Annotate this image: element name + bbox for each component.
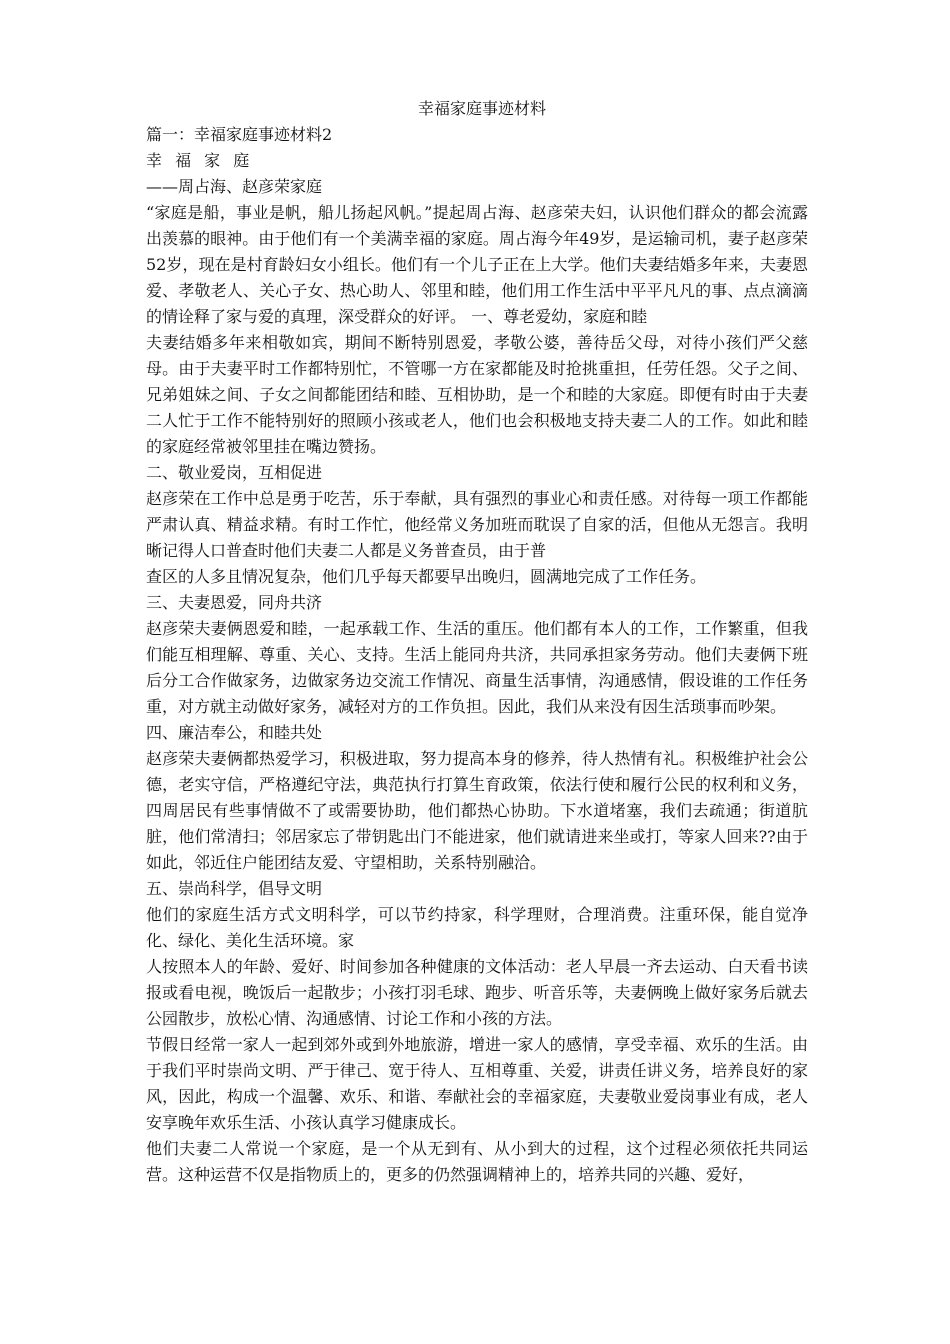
family-byline: ——周占海、赵彦荣家庭 bbox=[146, 177, 323, 196]
document-page bbox=[146, 96, 808, 1188]
paragraph-1: 夫妻结婚多年来相敬如宾，期间不断特别恩爱，孝敬公婆，善待岳父母，对待小孩们严父慈母。由于夫妻平时工作都特别忙，不管哪一方在家都能及时抢挑重担，任劳任怨。父子之间、兄弟姐妹之间、子女之间都能团结和睦、互相协助，是一个和睦的大家庭。即便有时由于夫妻二人忙于工作不能特别好的照顾小孩或老人，他们也会积极地支持夫妻二人的工作。如此和睦的家庭经常被邻里挂在嘴边赞扬。 bbox=[146, 333, 808, 456]
paragraph-7: 他们夫妻二人常说一个家庭，是一个从无到有、从小到大的过程，这个过程必须依托共同运营。这种运营不仅是指物质上的，更多的仍然强调精神上的，培养共同的兴趣、爱好， bbox=[146, 1139, 808, 1184]
paragraph-6: 节假日经常一家人一起到郊外或到外地旅游，增进一家人的感情，享受幸福、欢乐的生活。由于我们平时崇尚文明、严于律己、宽于待人、互相尊重、关爱，讲责任讲义务，培养良好的家风，因此，构成一个温馨、欢乐、和谐、奉献社会的幸福家庭，夫妻敬业爱岗事业有成，老人安享晚年欢乐生活、小孩认真学习健康成长。 bbox=[146, 1035, 808, 1132]
heading-3: 三、夫妻恩爱，同舟共济 bbox=[146, 593, 323, 612]
document-subheading: 篇一：幸福家庭事迹材料2 bbox=[146, 125, 333, 144]
document-title: 幸福家庭事迹材料 bbox=[417, 99, 546, 118]
paragraph-5-cont: 人按照本人的年龄、爱好、时间参加各种健康的文体活动：老人早晨一齐去运动、白天看书读报或看电视，晚饭后一起散步；小孩打羽毛球、跑步、听音乐等，夫妻俩晚上做好家务后就去公园散步，放松心情、沟通感情、讨论工作和小孩的方法。 bbox=[146, 957, 808, 1028]
heading-2: 二、敬业爱岗，互相促进 bbox=[146, 463, 323, 482]
paragraph-4: 赵彦荣夫妻俩都热爱学习，积极进取，努力提高本身的修养，待人热情有礼。积极维护社会公德，老实守信，严格遵纪守法，典范执行打算生育政策，依法行使和履行公民的权利和义务，四周居民有些事情做不了或需要协助，他们都热心协助。下水道堵塞，我们去疏通；街道肮脏，他们常清扫；邻居家忘了带钥匙出门不能进家，他们就请进来坐或打，等家人回来??由于如此，邻近住户能团结友爱、守望相助，关系特别融洽。 bbox=[146, 749, 808, 872]
paragraph-5: 他们的家庭生活方式文明科学，可以节约持家，科学理财，合理消费。注重环保，能自觉净化、绿化、美化生活环境。家 bbox=[146, 905, 808, 950]
section-heading: 幸 福 家 庭 bbox=[146, 151, 254, 170]
heading-5: 五、崇尚科学，倡导文明 bbox=[146, 879, 323, 898]
paragraph-3: 赵彦荣夫妻俩恩爱和睦，一起承载工作、生活的重压。他们都有本人的工作，工作繁重，但我们能互相理解、尊重、关心、支持。生活上能同舟共济，共同承担家务劳动。他们夫妻俩下班后分工合作做家务，边做家务边交流工作情况、商量生活事情，沟通感情，假设谁的工作任务重，对方就主动做好家务，减轻对方的工作负担。因此，我们从来没有因生活琐事而吵架。 bbox=[146, 619, 808, 716]
paragraph-2: 赵彦荣在工作中总是勇于吃苦，乐于奉献，具有强烈的事业心和责任感。对待每一项工作都能严肃认真、精益求精。有时工作忙，他经常义务加班而耽误了自家的活，但他从无怨言。我明晰记得人口普查时他们夫妻二人都是义务普查员，由于普 bbox=[146, 489, 808, 560]
paragraph-intro: “家庭是船，事业是帆，船儿扬起风帆。”提起周占海、赵彦荣夫妇，认识他们群众的都会流露出羡慕的眼神。由于他们有一个美满幸福的家庭。周占海今年49岁，是运输司机，妻子赵彦荣52岁，现在是村育龄妇女小组长。他们有一个儿子正在上大学。他们夫妻结婚多年来，夫妻恩爱、孝敬老人、关心子女、热心助人、邻里和睦，他们用工作生活中平平凡凡的事、点点滴滴的情诠释了家与爱的真理，深受群众的好评。 一、尊老爱幼，家庭和睦 bbox=[146, 203, 808, 326]
paragraph-2-cont: 查区的人多且情况复杂，他们几乎每天都要早出晚归，圆满地完成了工作任务。 bbox=[146, 567, 707, 586]
heading-4: 四、廉洁奉公，和睦共处 bbox=[146, 723, 323, 742]
